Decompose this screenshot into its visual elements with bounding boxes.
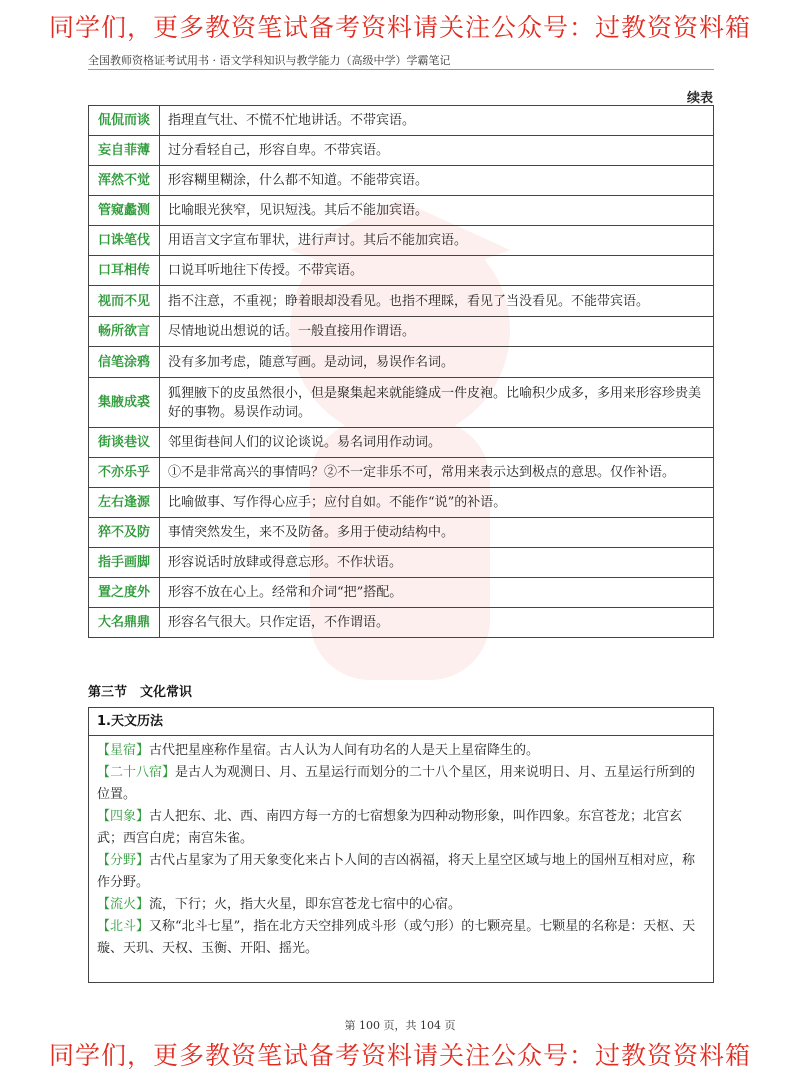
idiom-definition: 口说耳听地往下传授。不带宾语。 [160,256,714,286]
table-row [89,256,714,286]
box-body [89,736,713,960]
continued-label: 续表 [686,91,713,106]
idiom-term: 浑然不觉 [89,166,160,196]
idiom-term: 管窥蠡测 [89,196,160,226]
table-row [89,458,714,488]
table-row [89,226,714,256]
idiom-term: 口耳相传 [89,256,160,286]
idiom-term: 集腋成裘 [89,378,160,428]
idiom-definition: 形容说话时放肆或得意忘形。不作状语。 [160,548,714,578]
table-row [89,488,714,518]
idiom-definition: 过分看轻自己，形容自卑。不带宾语。 [160,136,714,166]
box-title: 1.天文历法 [89,708,713,736]
idiom-definition: 形容不放在心上。经常和介词“把”搭配。 [160,578,714,608]
idiom-definition: 用语言文字宣布罪状，进行声讨。其后不能加宾语。 [160,226,714,256]
entry-text: 古代占星家为了用天象变化来占卜人间的吉凶祸福，将天上星空区域与地上的国州互相对应，称作分野。 [97,853,696,890]
page-number: 第 100 页，共 104 页 [344,1019,456,1032]
idiom-definition: 比喻眼光狭窄，见识短浅。其后不能加宾语。 [160,196,714,226]
idiom-term: 畅所欲言 [89,317,160,347]
table-row [89,317,714,347]
table-row [89,378,714,428]
idiom-definition: 指理直气壮、不慌不忙地讲话。不带宾语。 [160,106,714,136]
idiom-definition: 邻里街巷间人们的议论谈说。易名词用作动词。 [160,428,714,458]
idiom-term: 妄自菲薄 [89,136,160,166]
idiom-definition: ①不是非常高兴的事情吗？②不一定非乐不可，常用来表示达到极点的意思。仅作补语。 [160,458,714,488]
idiom-term: 街谈巷议 [89,428,160,458]
idiom-term: 大名鼎鼎 [89,608,160,638]
culture-entry [97,740,705,762]
idiom-term: 不亦乐乎 [89,458,160,488]
entry-text: 流，下行；火，指大火星，即东宫苍龙七宿中的心宿。 [149,897,462,912]
culture-entry [97,916,705,960]
header-divider [88,69,714,70]
entry-text: 是古人为观测日、月、五星运行而划分的二十八个星区，用来说明日、月、五星运行所到的位置。 [97,765,696,802]
culture-entry [97,806,705,850]
culture-entry [97,894,705,916]
entry-tag: 【流火】 [97,897,150,912]
table-row [89,196,714,226]
table-row [89,518,714,548]
entry-text: 古人把东、北、西、南四方每一方的七宿想象为四种动物形象，叫作四象。东宫苍龙；北宫玄武；西宫白虎；南宫朱雀。 [97,809,683,846]
promo-banner-top: 同学们，更多教资笔试备考资料请关注公众号：过教资资料箱 [48,13,751,42]
idiom-definition: 比喻做事、写作得心应手；应付自如。不能作“说”的补语。 [160,488,714,518]
idiom-term: 左右逢源 [89,488,160,518]
entry-text: 古代把星座称作星宿。古人认为人间有功名的人是天上星宿降生的。 [149,743,540,758]
idiom-term: 指手画脚 [89,548,160,578]
entry-tag: 【星宿】 [97,743,150,758]
idiom-definition: 指不注意，不重视；睁着眼却没看见。也指不理睬，看见了当没看见。不能带宾语。 [160,286,714,317]
idiom-definition: 没有多加考虑，随意写画。是动词，易误作名词。 [160,347,714,378]
idiom-term: 视而不见 [89,286,160,317]
entry-tag: 【分野】 [97,853,150,868]
entry-tag: 【二十八宿】 [97,765,176,780]
table-row [89,428,714,458]
table-row [89,578,714,608]
culture-entry [97,850,705,894]
idiom-definition: 形容名气很大。只作定语，不作谓语。 [160,608,714,638]
idiom-table-body [89,106,714,638]
table-row [89,286,714,317]
idiom-definition: 事情突然发生，来不及防备。多用于使动结构中。 [160,518,714,548]
table-row [89,347,714,378]
table-row [89,106,714,136]
culture-entry [97,762,705,806]
idiom-definition: 形容糊里糊涂，什么都不知道。不能带宾语。 [160,166,714,196]
book-title-header: 全国教师资格证考试用书 · 语文学科知识与教学能力（高级中学）学霸笔记 [88,54,451,67]
table-row [89,548,714,578]
idiom-definition: 狐狸腋下的皮虽然很小，但是聚集起来就能缝成一件皮袍。比喻积少成多，多用来形容珍贵美好的事物。易误作动词。 [160,378,714,428]
idiom-definition: 尽情地说出想说的话。一般直接用作谓语。 [160,317,714,347]
entry-text: 又称“北斗七星”，指在北方天空排列成斗形（或勺形）的七颗亮星。七颗星的名称是：天枢、天璇、天玑、天权、玉衡、开阳、摇光。 [97,919,696,956]
idiom-term: 置之度外 [89,578,160,608]
table-row [89,608,714,638]
idiom-term: 信笔涂鸦 [89,347,160,378]
table-row [89,136,714,166]
promo-banner-bottom: 同学们，更多教资笔试备考资料请关注公众号：过教资资料箱 [48,1041,751,1070]
idiom-term: 猝不及防 [89,518,160,548]
idiom-term: 口诛笔伐 [89,226,160,256]
entry-tag: 【四象】 [97,809,150,824]
idiom-term: 侃侃而谈 [89,106,160,136]
idiom-table [88,105,714,638]
table-row [89,166,714,196]
entry-tag: 【北斗】 [97,919,150,934]
astronomy-calendar-box [88,707,714,983]
section-heading: 第三节 文化常识 [88,685,193,700]
